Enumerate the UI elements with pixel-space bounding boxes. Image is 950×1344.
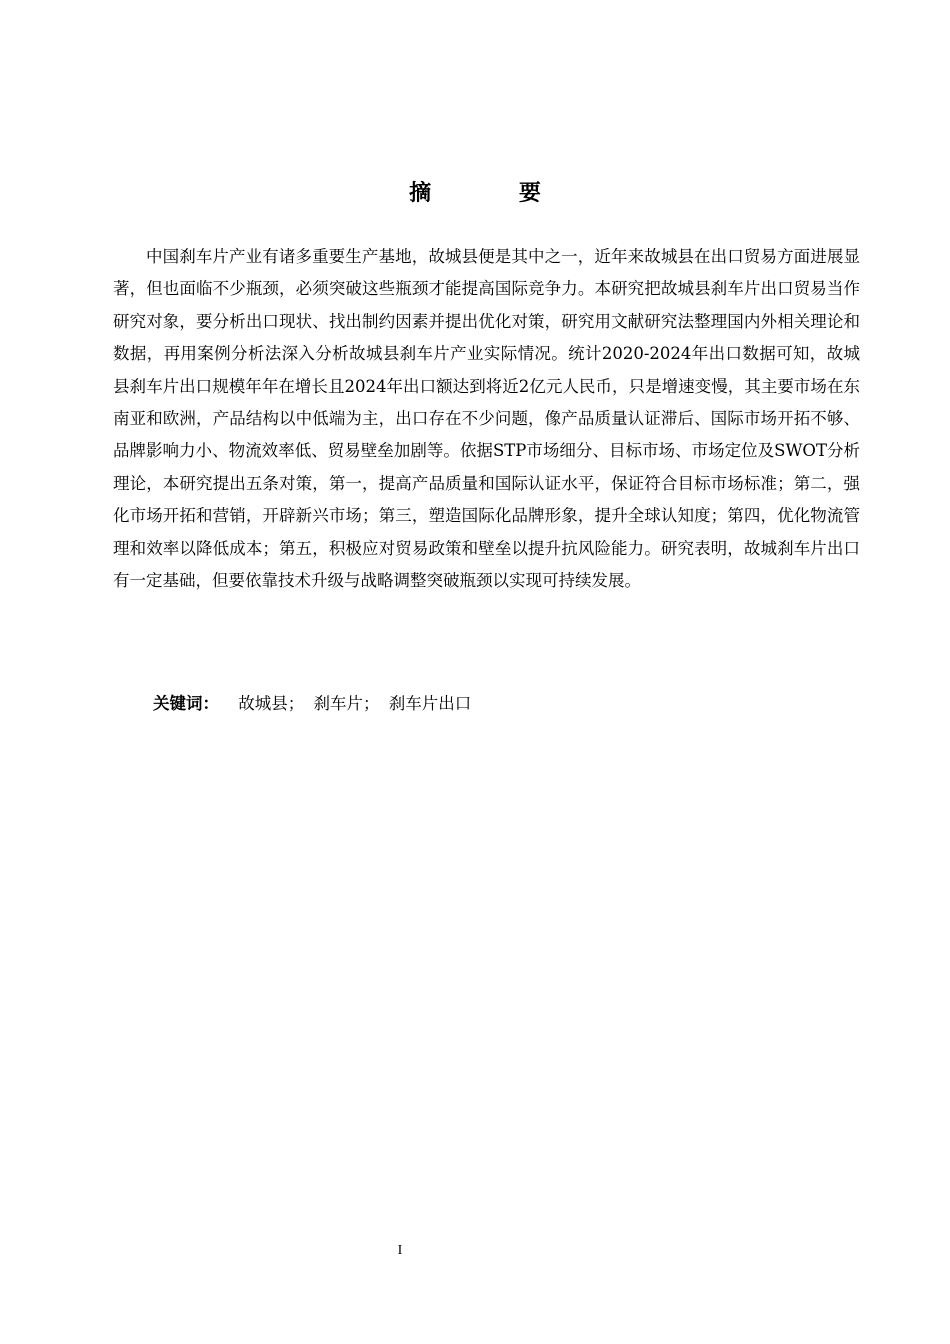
page-number: I — [397, 1243, 403, 1258]
abstract-paragraph: 中国刹车片产业有诸多重要生产基地，故城县便是其中之一，近年来故城县在出口贸易方面进展显著，但也面临不少瓶颈，必须突破这些瓶颈才能提高国际竞争力。本研究把故城县刹车片出口贸易当作研究对象，要分析出口现状、找出制约因素并提出优化对策，研究用文献研究法整理国内外相关理论和数据，再用案例分析法深入分析故城县刹车片产业实际情况。统计2020-2024年出口数据可知，故城县刹车片出口规模年年在增长且2024年出口额达到将近2亿元人民币，只是增速变慢，其主要市场在东南亚和欧洲，产品结构以中低端为主，出口存在不少问题，像产品质量认证滞后、国际市场开拓不够、品牌影响力小、物流效率低、贸易壁垒加剧等。依据STP市场细分、目标市场、市场定位及SWOT分析理论，本研究提出五条对策，第一，提高产品质量和国际认证水平，保证符合目标市场标准；第二，强化市场开拓和营销，开辟新兴市场；第三，塑造国际化品牌形象，提升全球认知度；第四，优化物流管理和效率以降低成本；第五，积极应对贸易政策和壁垒以提升抗风险能力。研究表明，故城刹车片出口有一定基础，但要依靠技术升级与战略调整突破瓶颈以实现可持续发展。 — [113, 247, 860, 591]
keyword-item: 故城县； — [238, 694, 305, 713]
keywords-label: 关键词： — [153, 694, 219, 713]
keyword-item: 刹车片； — [313, 694, 380, 713]
keywords-line — [153, 688, 853, 720]
page-title: 摘 要 — [409, 181, 581, 206]
keyword-item: 刹车片出口 — [388, 694, 472, 713]
